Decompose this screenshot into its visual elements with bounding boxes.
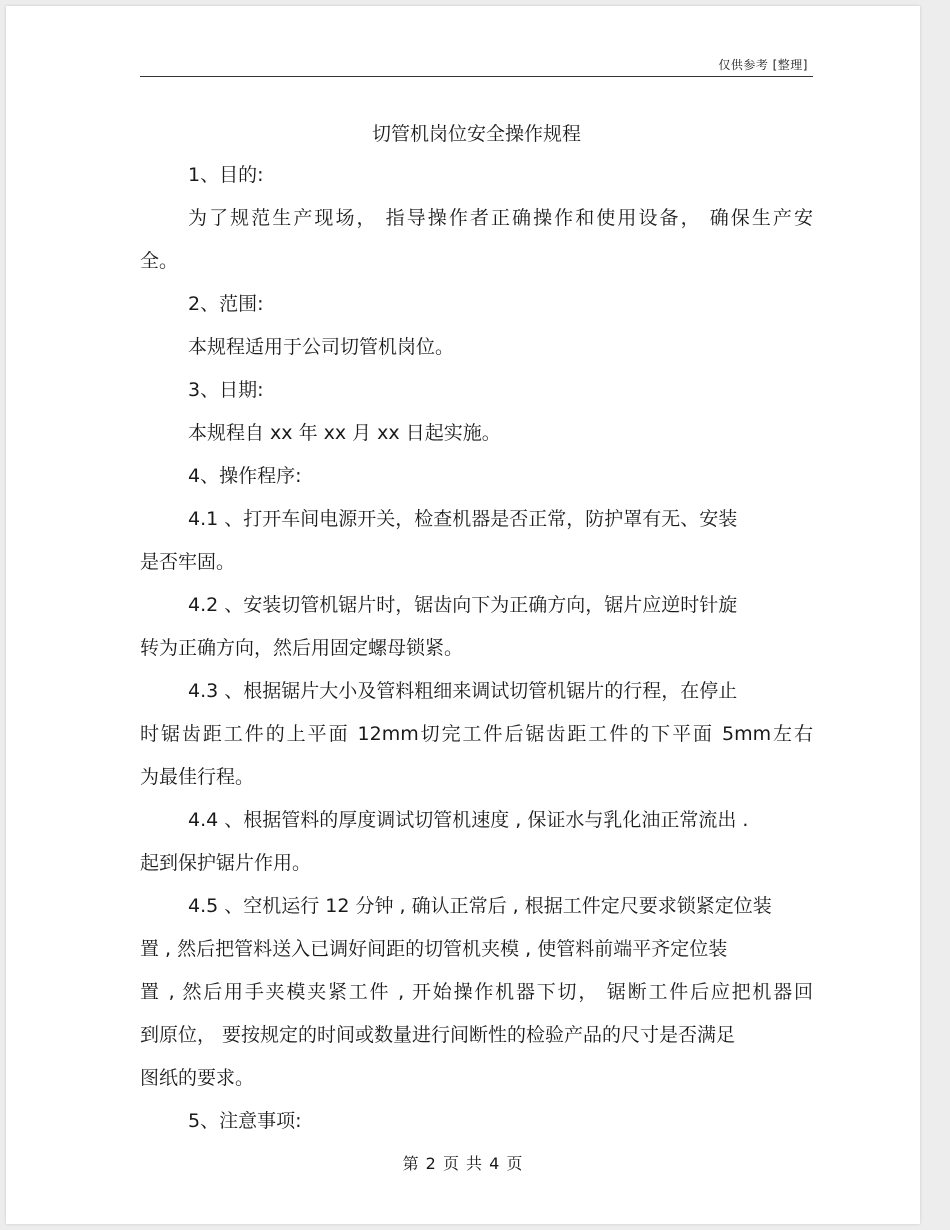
paragraph-line: 转为正确方向，然后用固定螺母锁紧。 xyxy=(140,637,464,659)
paragraph-line: 4.4 、根据管料的厚度调试切管机速度 , 保证水与乳化油正常流出 . xyxy=(188,809,749,831)
paragraph-line: 全。 xyxy=(140,250,179,272)
section-heading-notes: 5、注意事项: xyxy=(188,1110,302,1132)
document-body xyxy=(140,114,813,1143)
paragraph-line: 到原位， 要按规定的时间或数量进行间断性的检验产品的尺寸是否满足 xyxy=(140,1024,736,1046)
document-page xyxy=(6,6,920,1224)
header-note: 仅供参考 [整理] xyxy=(718,58,808,72)
paragraph-line: 起到保护锯片作用。 xyxy=(140,852,312,874)
paragraph-line: 4.2 、安装切管机锯片时，锯齿向下为正确方向，锯片应逆时针旋 xyxy=(188,594,738,616)
paragraph-line: 置 , 然后把管料送入已调好间距的切管机夹模 , 使管料前端平齐定位装 xyxy=(140,938,728,960)
section-heading-purpose: 1、目的: xyxy=(188,164,264,186)
paragraph-line: 时锯齿距工件的上平面 12mm切完工件后锯齿距工件的下平面 5mm左右 xyxy=(140,723,813,745)
section-heading-date: 3、日期: xyxy=(188,379,264,401)
paragraph-line: 置 , 然后用手夹模夹紧工件 , 开始操作机器下切， 锯断工件后应把机器回 xyxy=(140,981,813,1003)
paragraph-line: 为最佳行程。 xyxy=(140,766,255,788)
paragraph-line: 4.5 、空机运行 12 分钟 , 确认正常后 , 根据工件定尺要求锁紧定位装 xyxy=(188,895,772,917)
paragraph-line: 本规程适用于公司切管机岗位。 xyxy=(188,336,455,358)
paragraph-line: 是否牢固。 xyxy=(140,551,236,573)
paragraph-line: 为了规范生产现场， 指导操作者正确操作和使用设备， 确保生产安 xyxy=(188,207,813,229)
paragraph-line: 4.1 、打开车间电源开关，检查机器是否正常，防护罩有无、安装 xyxy=(188,508,738,530)
paragraph-line: 本规程自 xx 年 xx 月 xx 日起实施。 xyxy=(188,422,501,444)
paragraph-line: 4.3 、根据锯片大小及管料粗细来调试切管机锯片的行程，在停止 xyxy=(188,680,738,702)
section-heading-scope: 2、范围: xyxy=(188,293,264,315)
header-rule xyxy=(140,76,813,77)
section-heading-procedure: 4、操作程序: xyxy=(188,465,302,487)
document-title: 切管机岗位安全操作规程 xyxy=(371,123,581,145)
paragraph-line: 图纸的要求。 xyxy=(140,1067,255,1089)
page-number: 第 2 页 共 4 页 xyxy=(402,1154,524,1173)
